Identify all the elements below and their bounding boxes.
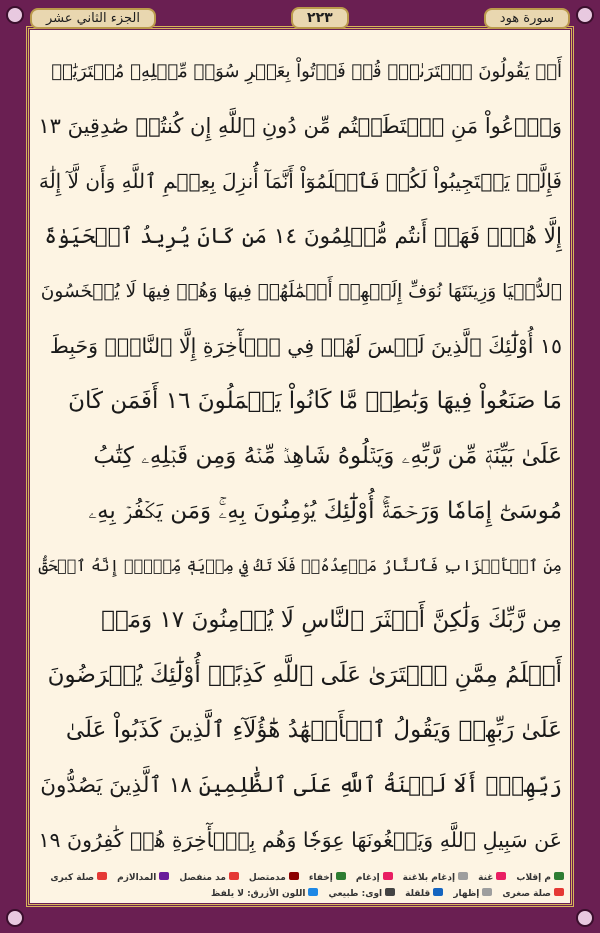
text-line: أَظۡلَمُ مِمَّنِ ٱفۡتَرَىٰ عَلَى ٱللَّهِ كَذِبًاۚ أُوْلَٰٓئِكَ يُعۡرَضُونَ [47,662,562,689]
text-line: عَن سَبِيلِ ٱللَّهِ وَيَبۡغُونَهَا عِوَجٗا وَهُم بِٱلۡأٓخِرَةِ هُمۡ كَٰفِرُونَ ١٩ [38,827,562,852]
tajweed-legend [36,872,564,902]
legend-swatch-icon [554,872,564,880]
text-line: ٱلدُّنۡيَا وَزِينَتَهَا نُوَفِّ إِلَيۡهِمۡ أَعۡمَٰلَهُمۡ فِيهَا وَهُمۡ فِيهَا لَا يُبۡخَسُونَ [40,280,562,302]
legend-swatch-icon [229,872,239,880]
corner-ornament-icon [6,909,24,927]
text-line: عَلَىٰ رَبِّهِمۡ وَيَقُولُ ٱلۡأَشۡهَٰدُ هَٰٓؤُلَآءِ ٱلَّذِينَ كَذَبُواْ عَلَىٰ [65,717,562,744]
legend-item: غنة [478,872,506,886]
text-line: مَا صَنَعُواْ فِيهَا وَبَٰطِلٞ مَّا كَانُواْ يَعۡمَلُونَ ١٦ أَفَمَن كَانَ [68,387,562,414]
quran-text [38,44,562,868]
page-header [30,6,570,30]
legend-item: صلة كبرى [50,872,107,886]
legend-swatch-icon [433,888,443,896]
legend-swatch-icon [289,872,299,880]
text-line: أَمۡ يَقُولُونَ ٱفۡتَرَىٰهُۖ قُلۡ فَأۡتُواْ بِعَشۡرِ سُوَرٖ مِّثۡلِهِۦ مُفۡتَرَيَٰتٖ [51,60,562,82]
corner-ornament-icon [576,909,594,927]
text-line: إِلَّا هُوَۖ فَهَلۡ أَنتُم مُّسۡلِمُونَ ١٤ مَن كَانَ يُرِيدُ ٱلۡحَيَوٰةَ [44,223,562,249]
legend-swatch-icon [97,872,107,880]
legend-item: المدالازم [117,872,169,886]
text-line: عَلَىٰ بَيِّنَةٖ مِّن رَّبِّهِۦ وَيَتۡلُوهُ شَاهِدٞ مِّنۡهُ وَمِن قَبۡلِهِۦ كِتَٰبُ [93,442,562,469]
legend-swatch-icon [554,888,564,896]
legend-swatch-icon [458,872,468,880]
corner-ornament-icon [576,6,594,24]
legend-item: صلة صغرى [502,888,564,902]
legend-item: اوى: طبيعي [328,888,395,902]
text-line: فَإِلَّمۡ يَسۡتَجِيبُواْ لَكُمۡ فَٱعۡلَمُوٓاْ أَنَّمَآ أُنزِلَ بِعِلۡمِ ٱللَّهِ وَأَن لَّآ إِلَٰهَ [38,169,562,194]
text-line: مِنَ ٱلۡأَحۡزَابِ فَٱلنَّارُ مَوۡعِدُهُۥۚ فَلَا تَكُ فِي مِرۡيَةٖ مِّنۡهُۚ إِنَّهُ ٱلۡحَقُّ [38,555,562,575]
legend-item: إدغام بلاغنة [403,872,468,886]
legend-item: مدمتصل [249,872,299,886]
corner-ornament-icon [6,6,24,24]
text-line: رَبِّهِمۡۚ أَلَا لَعۡنَةُ ٱللَّهِ عَلَى ٱلظَّٰلِمِينَ ١٨ ٱلَّذِينَ يَصُدُّونَ [40,772,562,798]
legend-swatch-icon [385,888,395,896]
legend-swatch-icon [308,888,318,896]
legend-swatch-icon [336,872,346,880]
text-line: مِن رَّبِّكَ وَلَٰكِنَّ أَكۡثَرَ ٱلنَّاسِ لَا يُؤۡمِنُونَ ١٧ وَمَنۡ [101,607,562,634]
legend-item: مد منفصل [179,872,239,886]
legend-swatch-icon [482,888,492,896]
legend-item: اللون الأزرق: لا يلفظ [211,888,319,902]
legend-swatch-icon [383,872,393,880]
surah-name: سورة هود [484,8,570,29]
legend-item: إظهار [453,888,492,902]
text-line: ١٥ أُوْلَٰٓئِكَ ٱلَّذِينَ لَيۡسَ لَهُمۡ فِي ٱلۡأٓخِرَةِ إِلَّا ٱلنَّارُۖ وَحَبِطَ [49,333,562,358]
legend-item: قلقلة [405,888,443,902]
legend-item: إخفاء [309,872,346,886]
legend-item: إدغام [356,872,393,886]
juz-label: الجزء الثاني عشر [30,8,156,29]
legend-swatch-icon [159,872,169,880]
text-line: مُوسَىٰٓ إِمَامٗا وَرَحۡمَةًۚ أُوْلَٰٓئِكَ يُؤۡمِنُونَ بِهِۦۚ وَمَن يَكۡفُرۡ بِهِۦ [88,497,562,524]
legend-swatch-icon [496,872,506,880]
page-number: ٢٢٣ [291,7,349,29]
text-line: وَٱدۡعُواْ مَنِ ٱسۡتَطَعۡتُم مِّن دُونِ ٱللَّهِ إِن كُنتُمۡ صَٰدِقِينَ ١٣ [38,114,562,139]
legend-item: م إقلاب [516,872,564,886]
